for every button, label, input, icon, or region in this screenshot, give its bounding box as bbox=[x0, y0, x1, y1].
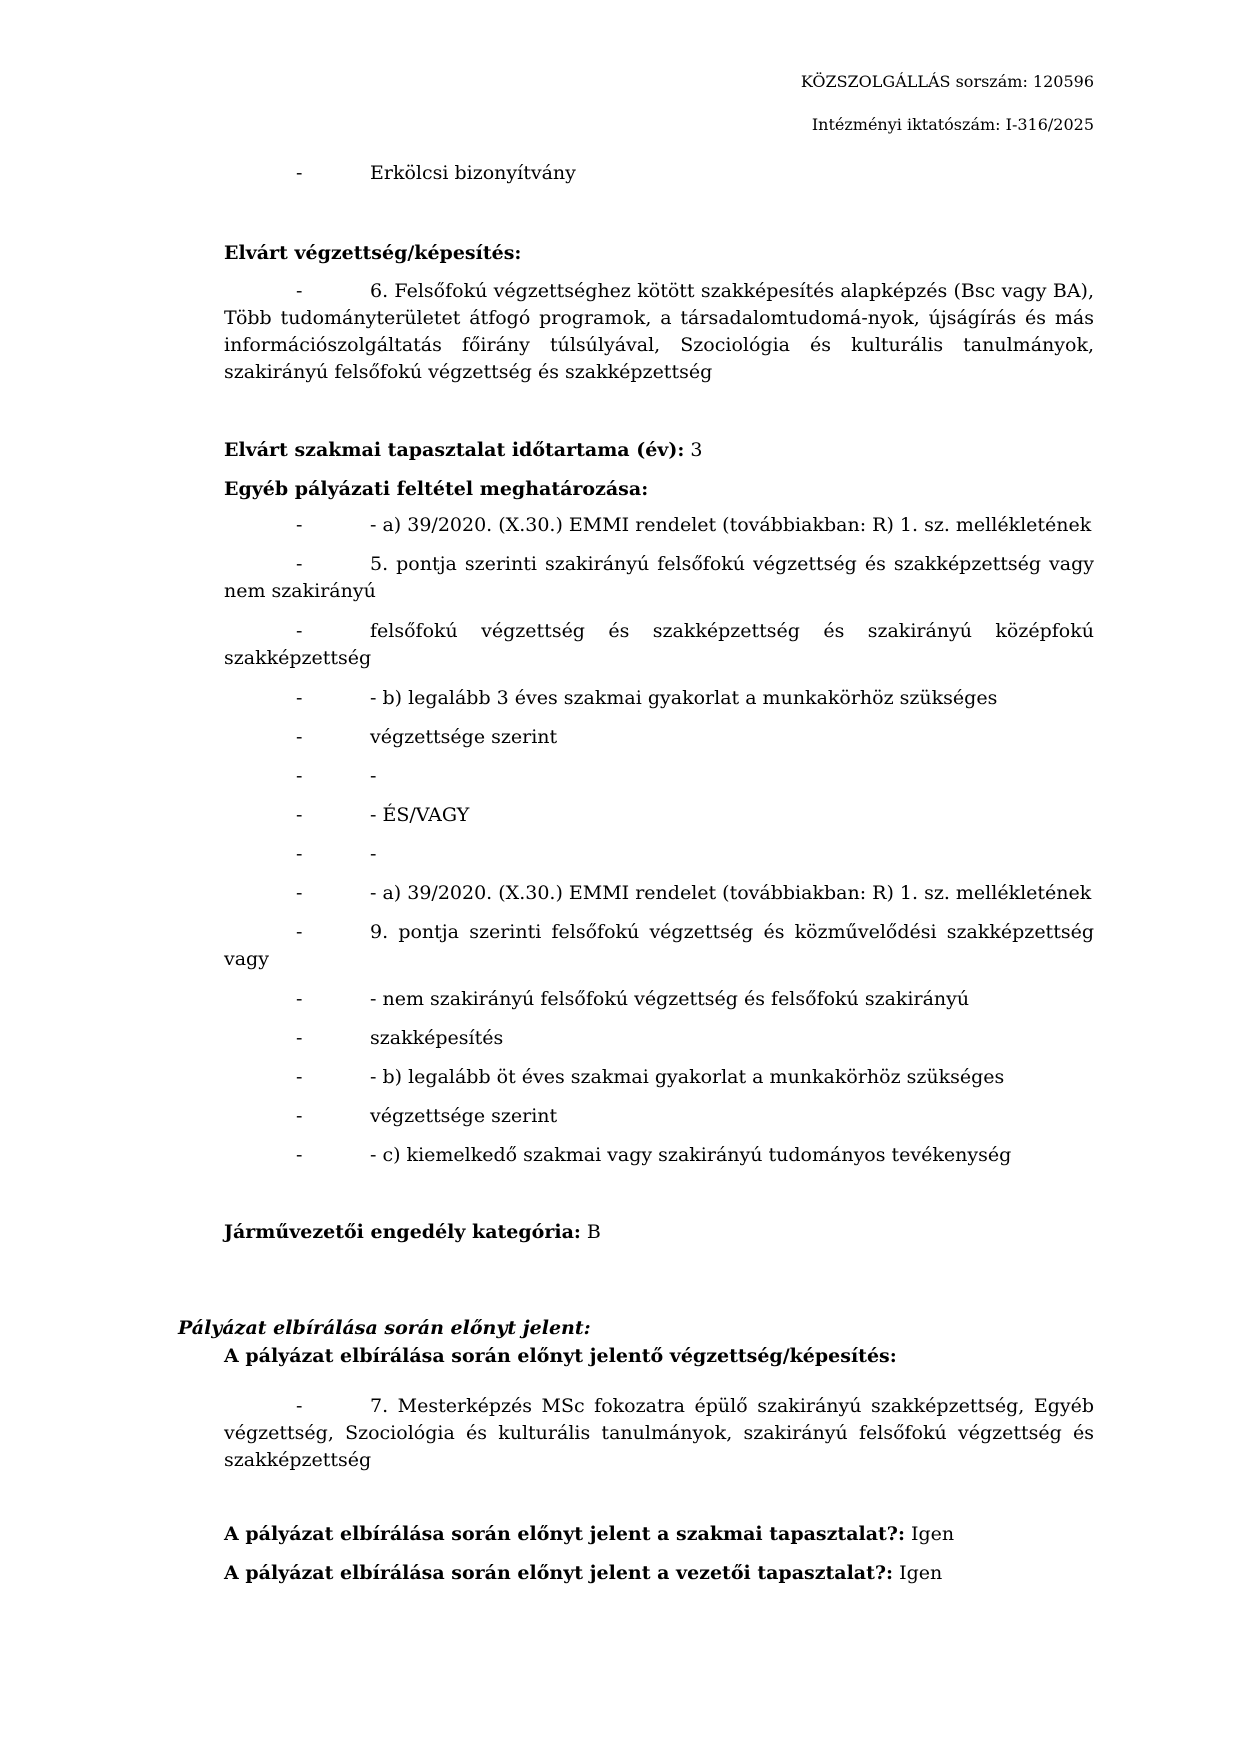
driving-license-value: B bbox=[580, 1221, 601, 1243]
driving-license-label: Járművezetői engedély kategória: bbox=[224, 1221, 581, 1243]
experience-label: Elvárt szakmai tapasztalat időtartama (év): bbox=[224, 439, 685, 461]
item-text: - ÉS/VAGY bbox=[370, 804, 470, 826]
list-item: - felsőfokú végzettség és szakképzettség és szakirányú középfokú szakképzettség bbox=[224, 620, 1094, 669]
list-item: - - ÉS/VAGY bbox=[296, 804, 470, 826]
advantage-leadership-value: Igen bbox=[893, 1562, 943, 1584]
advantage-leadership-label: A pályázat elbírálása során előnyt jelent a vezetői tapasztalat?: bbox=[224, 1562, 894, 1584]
advantage-professional-value: Igen bbox=[904, 1523, 955, 1545]
list-item: - - a) 39/2020. (X.30.) EMMI rendelet (továbbiakban: R) 1. sz. mellékletének bbox=[296, 514, 1092, 536]
item-text: - b) legalább öt éves szakmai gyakorlat a munkakörhöz szükséges bbox=[370, 1066, 1005, 1088]
advantage-education-heading: A pályázat elbírálása során előnyt jelentő végzettség/képesítés: bbox=[224, 1345, 897, 1367]
experience-duration bbox=[224, 437, 703, 464]
item-text: - bbox=[370, 765, 377, 787]
item-text: - a) 39/2020. (X.30.) EMMI rendelet (továbbiakban: R) 1. sz. mellékletének bbox=[370, 514, 1092, 536]
advantage-heading: Pályázat elbírálása során előnyt jelent: bbox=[178, 1317, 591, 1339]
list-item: - - bbox=[296, 765, 377, 787]
list-item: - - nem szakirányú felsőfokú végzettség és felsőfokú szakirányú bbox=[296, 988, 970, 1010]
list-item: - végzettsége szerint bbox=[296, 1105, 558, 1127]
item-text: végzettsége szerint bbox=[370, 726, 558, 748]
item-text: - nem szakirányú felsőfokú végzettség és felsőfokú szakirányú bbox=[370, 988, 970, 1010]
list-item: - - b) legalább öt éves szakmai gyakorlat a munkakörhöz szükséges bbox=[296, 1066, 1005, 1088]
item-text: szakképesítés bbox=[370, 1027, 504, 1049]
other-conditions-heading: Egyéb pályázati feltétel meghatározása: bbox=[224, 478, 649, 500]
list-item: - - a) 39/2020. (X.30.) EMMI rendelet (továbbiakban: R) 1. sz. mellékletének bbox=[296, 882, 1092, 904]
list-item: - szakképesítés bbox=[296, 1027, 504, 1049]
list-item: - 7. Mesterképzés MSc fokozatra épülő szakirányú szakképzettség, Egyéb végzettség, Szociológia és kulturális tanulmányok, szakirányú felsőfokú végzettség és szakképzettség bbox=[224, 1395, 1094, 1471]
expected-education-heading: Elvárt végzettség/képesítés: bbox=[224, 242, 522, 264]
list-item: - 9. pontja szerinti felsőfokú végzettség és közművelődési szakképzettség vagy bbox=[224, 921, 1094, 970]
item-text: végzettsége szerint bbox=[370, 1105, 558, 1127]
item-text: - a) 39/2020. (X.30.) EMMI rendelet (továbbiakban: R) 1. sz. mellékletének bbox=[370, 882, 1092, 904]
list-item: - végzettsége szerint bbox=[296, 726, 558, 748]
item-text: 7. Mesterképzés MSc fokozatra épülő szakirányú szakképzettség, Egyéb végzettség, Szociológia és kulturális tanulmányok, szakirányú felsőfokú végzettség és szakképzettség bbox=[224, 1395, 1094, 1471]
item-text: 5. pontja szerinti szakirányú felsőfokú végzettség és szakképzettség vagy nem szakirányú bbox=[224, 553, 1094, 602]
item-text: 6. Felsőfokú végzettséghez kötött szakképesítés alapképzés (Bsc vagy BA), Több tudományterületet átfogó programok, a társadalomtudomá-nyok, újságírás és más információszolgáltatás főirány túlsúlyával, Szociológia és kulturális tanulmányok, szakirányú felsőfokú végzettség és szakképzettség bbox=[224, 280, 1094, 383]
item-text: felsőfokú végzettség és szakképzettség és szakirányú középfokú szakképzettség bbox=[224, 620, 1094, 669]
item-text: - bbox=[370, 843, 377, 865]
list-item: - 6. Felsőfokú végzettséghez kötött szakképesítés alapképzés (Bsc vagy BA), Több tudományterületet átfogó programok, a társadalomtudomá-nyok, újságírás és más információszolgáltatás főirány túlsúlyával, Szociológia és kulturális tanulmányok, szakirányú felsőfokú végzettség és szakképzettség bbox=[224, 280, 1094, 383]
item-text: - b) legalább 3 éves szakmai gyakorlat a munkakörhöz szükséges bbox=[370, 687, 998, 709]
item-text: Erkölcsi bizonyítvány bbox=[370, 162, 576, 184]
advantage-professional-experience bbox=[224, 1521, 954, 1548]
list-item: - Erkölcsi bizonyítvány bbox=[296, 162, 576, 184]
institutional-file-number: Intézményi iktatószám: I-316/2025 bbox=[811, 115, 1094, 134]
item-text: 9. pontja szerinti felsőfokú végzettség és közművelődési szakképzettség vagy bbox=[224, 921, 1094, 970]
item-text: - c) kiemelkedő szakmai vagy szakirányú tudományos tevékenység bbox=[370, 1144, 1012, 1166]
driving-license bbox=[224, 1219, 601, 1246]
advantage-professional-label: A pályázat elbírálása során előnyt jelent a szakmai tapasztalat?: bbox=[224, 1523, 905, 1545]
list-item: - - b) legalább 3 éves szakmai gyakorlat a munkakörhöz szükséges bbox=[296, 687, 998, 709]
kozszolgalas-number: KÖZSZOLGÁLLÁS sorszám: 120596 bbox=[800, 72, 1094, 91]
advantage-leadership-experience bbox=[224, 1560, 942, 1587]
experience-value: 3 bbox=[684, 439, 703, 461]
list-item: - - c) kiemelkedő szakmai vagy szakirányú tudományos tevékenység bbox=[296, 1144, 1012, 1166]
list-item: - - bbox=[296, 843, 377, 865]
list-item: - 5. pontja szerinti szakirányú felsőfokú végzettség és szakképzettség vagy nem szakirányú bbox=[224, 553, 1094, 602]
